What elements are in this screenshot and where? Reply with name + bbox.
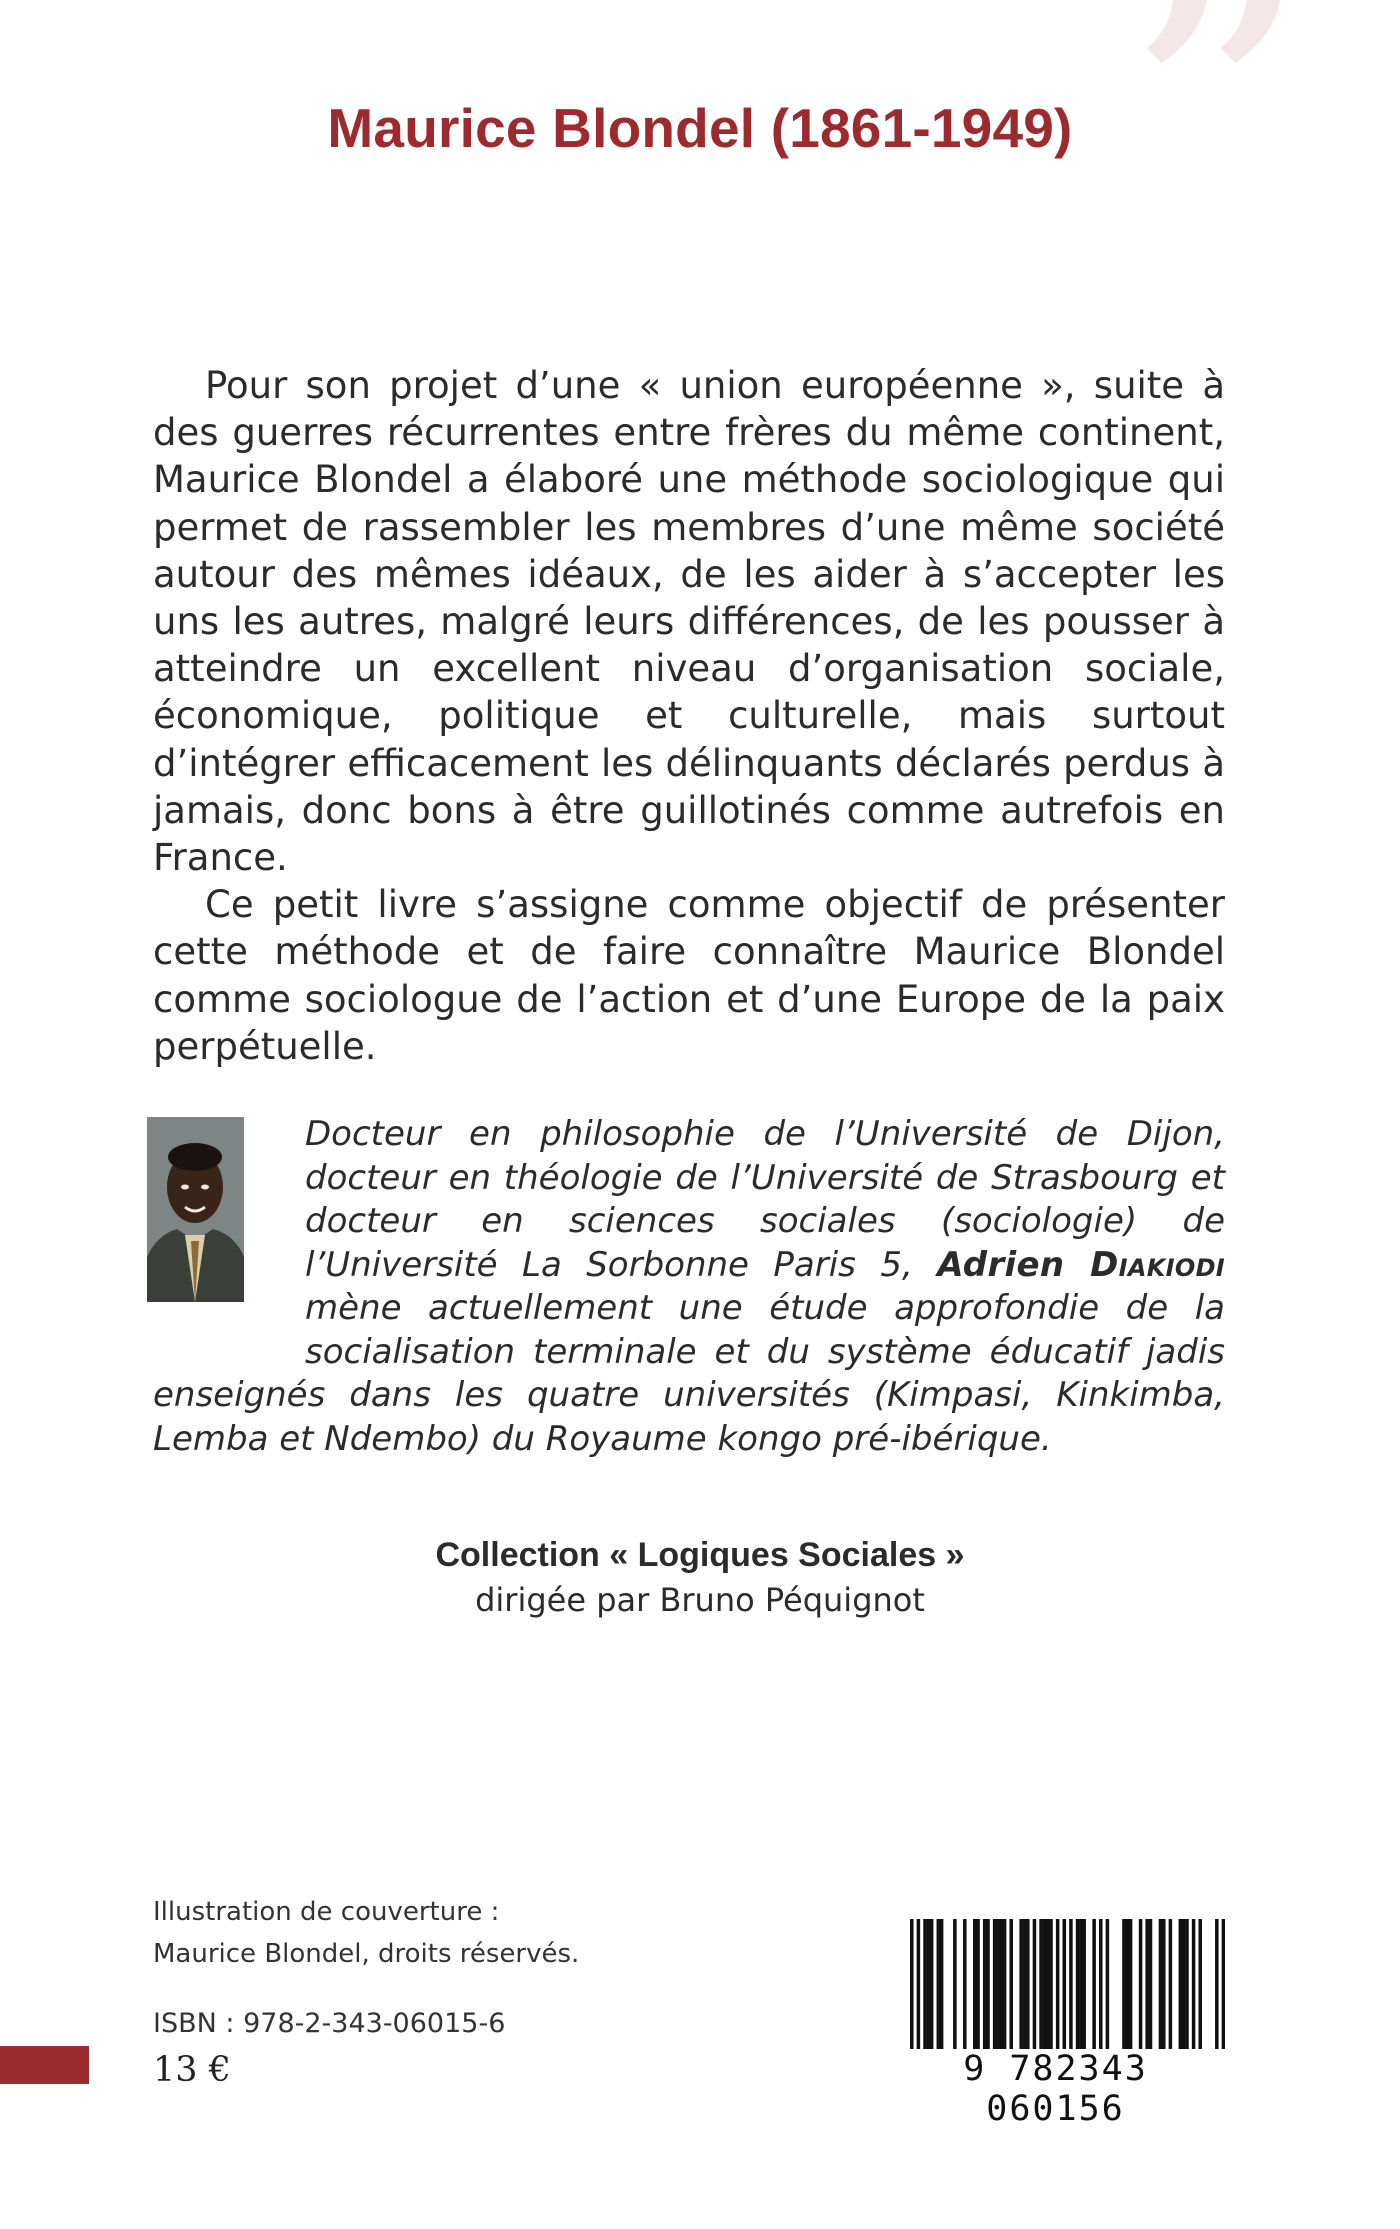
credit-line-1: Illustration de couverture : <box>153 1897 500 1927</box>
barcode-bar <box>976 1919 980 2049</box>
barcode-bar <box>937 1919 941 2049</box>
accent-bar <box>0 2046 89 2084</box>
credit-line-2: Maurice Blondel, droits réservés. <box>153 1939 580 1969</box>
barcode-bar <box>963 1919 967 2049</box>
barcode-bar <box>1033 1919 1037 2049</box>
barcode-bar <box>1122 1919 1126 2049</box>
barcode-bar <box>1092 1919 1096 2049</box>
barcode-bar <box>1082 1919 1086 2049</box>
summary-paragraph-2: Ce petit livre s’assigne comme objectif de présenter cette méthode et de faire connaître Maurice Blondel comme sociologue de l’action et d’une Europe de la paix perpétuelle. <box>153 883 1225 1068</box>
barcode-bar <box>1046 1919 1050 2049</box>
author-last-name: Diakiodi <box>1090 1244 1226 1285</box>
collection-name: Collection « Logiques Sociales » <box>435 1536 965 1574</box>
price-text: 13 € <box>153 2050 231 2090</box>
barcode-bar <box>1182 1919 1186 2049</box>
collection-info <box>0 1532 1400 1622</box>
illustration-credit <box>153 1891 579 1975</box>
book-summary <box>153 362 1225 1070</box>
summary-paragraph-1: Pour son projet d’une « union européenne », suite à des guerres récurrentes entre frères du même continent, Maurice Blondel a élaboré une méthode sociologique qui permet de rassembler les membres d’une même société autour des mêmes idéaux, de les aider à s’accepter les uns les autres, malgré leurs différences, de les pousser à atteindre un excellent niveau d’organisation sociale, économique, politique et culturelle, mais surtout d’intégrer efficacement les délinquants déclarés perdus à jamais, donc bons à être guillotinés comme autrefois en France. <box>153 364 1225 880</box>
barcode-bar <box>923 1919 927 2049</box>
barcode-bar <box>1129 1919 1133 2049</box>
author-name <box>937 1245 1225 1285</box>
barcode-bar <box>1145 1919 1149 2049</box>
barcode-bar <box>953 1919 957 2049</box>
barcode-bar <box>1198 1919 1202 2049</box>
barcode-bar <box>1000 1919 1004 2049</box>
bio-text-after-name: mène actuellement une étude approfondie de la socialisation terminale et du système éducatif jadis enseignés dans les quatre universités (Kimpasi, Kinkimba, Lemba et Ndembo) du Royaume kongo pré-ibérique. <box>153 1288 1225 1459</box>
barcode-bar <box>1023 1919 1027 2049</box>
barcode-bar <box>1149 1919 1153 2049</box>
barcode-bar <box>1026 1919 1030 2049</box>
barcode-bar <box>1003 1919 1007 2049</box>
bio-text-before-name: Docteur en philosophie de l’Université de Dijon, docteur en théologie de l’Université de Strasbourg et docteur en sciences sociales (sociologie) de l’Université La Sorbonne Paris 5, <box>305 1114 1225 1285</box>
barcode-bar <box>1192 1919 1196 2049</box>
barcode-bar <box>1099 1919 1103 2049</box>
barcode-bar <box>1126 1919 1130 2049</box>
barcode-bar <box>1019 1919 1023 2049</box>
barcode-bar <box>973 1919 977 2049</box>
barcode-bar <box>1079 1919 1083 2049</box>
barcode-bar <box>1106 1919 1110 2049</box>
barcode-bar <box>1039 1919 1043 2049</box>
barcode-bar <box>1179 1919 1183 2049</box>
author-first-name: Adrien <box>937 1244 1065 1285</box>
barcode-bar <box>996 1919 1000 2049</box>
barcode-bar <box>930 1919 934 2049</box>
barcode-bar <box>1076 1919 1080 2049</box>
barcode-bar <box>986 1919 990 2049</box>
barcode-bar <box>1169 1919 1173 2049</box>
barcode-bar <box>1162 1919 1166 2049</box>
barcode-bar <box>1049 1919 1053 2049</box>
barcode-bar <box>1139 1919 1143 2049</box>
barcode-bar <box>927 1919 931 2049</box>
barcode-bar <box>993 1919 997 2049</box>
barcode-bar <box>983 1919 987 2049</box>
barcode-bar <box>1056 1919 1060 2049</box>
barcode-bar <box>940 1919 944 2049</box>
barcode-bar <box>1159 1919 1163 2049</box>
book-title: Maurice Blondel (1861-1949) <box>327 97 1073 159</box>
barcode-bar <box>1043 1919 1047 2049</box>
collection-director: dirigée par Bruno Péquignot <box>475 1581 925 1619</box>
author-biography <box>153 1113 1225 1461</box>
isbn-text: ISBN : 978-2-343-06015-6 <box>153 2008 506 2039</box>
barcode-bar <box>1009 1919 1013 2049</box>
barcode-bar <box>1185 1919 1189 2049</box>
barcode-number: 9 782343 060156 <box>886 2049 1225 2129</box>
